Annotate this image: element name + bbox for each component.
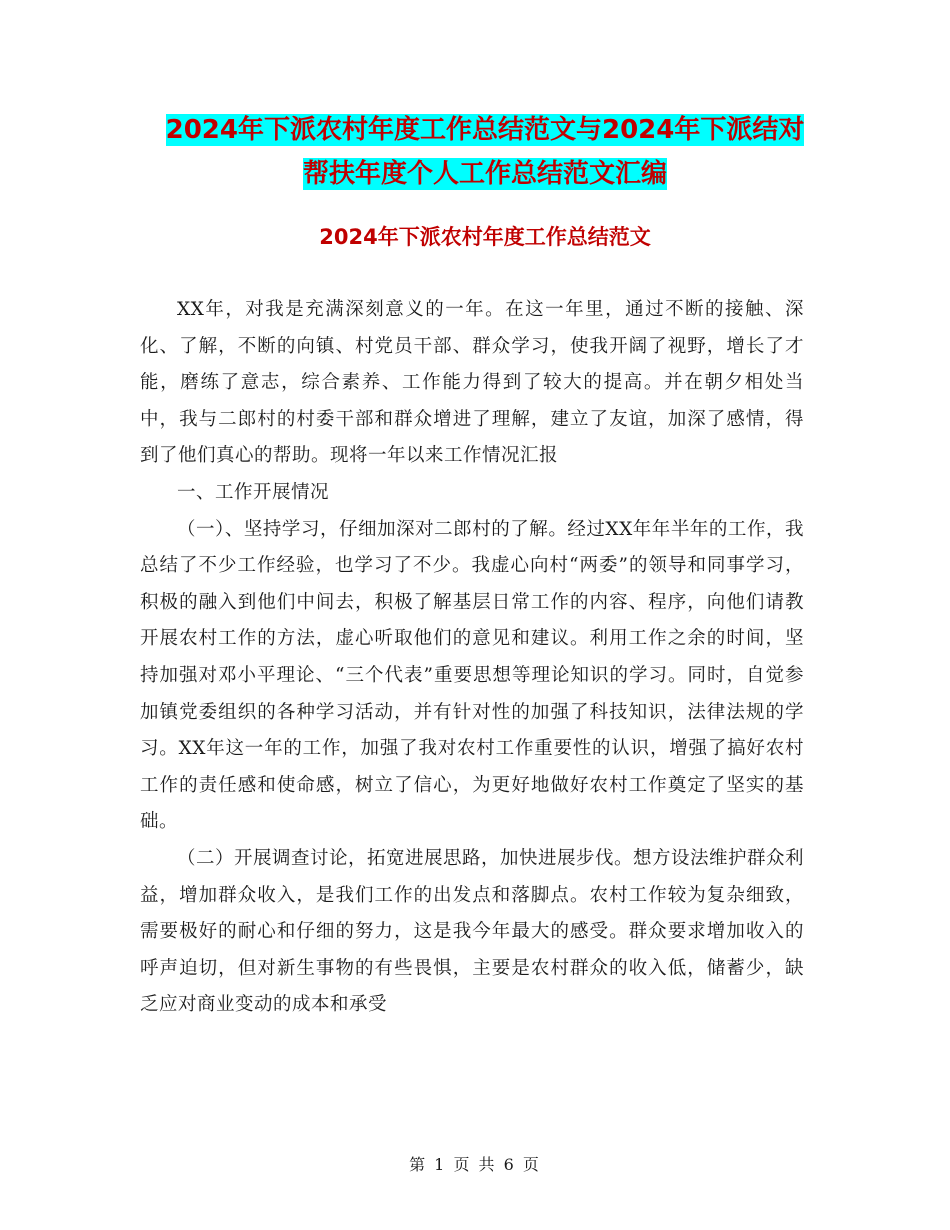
document-title — [140, 108, 830, 196]
section-title: 2024年下派农村年度工作总结范文 — [319, 225, 651, 249]
document-title-line-2: 帮扶年度个人工作总结范文汇编 — [302, 159, 667, 189]
document-body — [140, 292, 804, 1024]
paragraph-heading-work-status: 一、工作开展情况 — [177, 481, 330, 503]
paragraph-research: （二）开展调查讨论，拓宽进展思路，加快进展步伐。想方设法维护群众利益，增加群众收入，是我们工作的出发点和落脚点。农村工作较为复杂细致，需要极好的耐心和仔细的努力，这是我今年最大的感受。群众要求增加收入的呼声迫切，但对新生事物的有些畏惧，主要是农村群众的收入低，储蓄少，缺乏应对商业变动的成本和承受 — [140, 847, 805, 1016]
document-title-line-1: 2024年下派农村年度工作总结范文与2024年下派结对 — [165, 115, 805, 145]
paragraph-study: （一）、坚持学习，仔细加深对二郎村的了解。经过XX年年半年的工作，我总结了不少工作经验，也学习了不少。我虚心向村“两委”的领导和同事学习，积极的融入到他们中间去，积极了解基层日常工作的内容、程序，向他们请教开展农村工作的方法，虚心听取他们的意见和建议。利用工作之余的时间，坚持加强对邓小平理论、“三个代表”重要思想等理论知识的学习。同时，自觉参加镇党委组织的各种学习活动，并有针对性的加强了科技知识，法律法规的学习。XX年这一年的工作，加强了我对农村工作重要性的认识，增强了搞好农村工作的责任感和使命感，树立了信心，为更好地做好农村工作奠定了坚实的基础。 — [140, 518, 804, 833]
page-footer: 第 1 页 共 6 页 — [409, 1155, 541, 1174]
paragraph-intro: XX年，对我是充满深刻意义的一年。在这一年里，通过不断的接触、深化、了解，不断的向镇、村党员干部、群众学习，使我开阔了视野，增长了才能，磨练了意志，综合素养、工作能力得到了较大的提高。并在朝夕相处当中，我与二郎村的村委干部和群众增进了理解，建立了友谊，加深了感情，得到了他们真心的帮助。现将一年以来工作情况汇报 — [140, 299, 804, 467]
